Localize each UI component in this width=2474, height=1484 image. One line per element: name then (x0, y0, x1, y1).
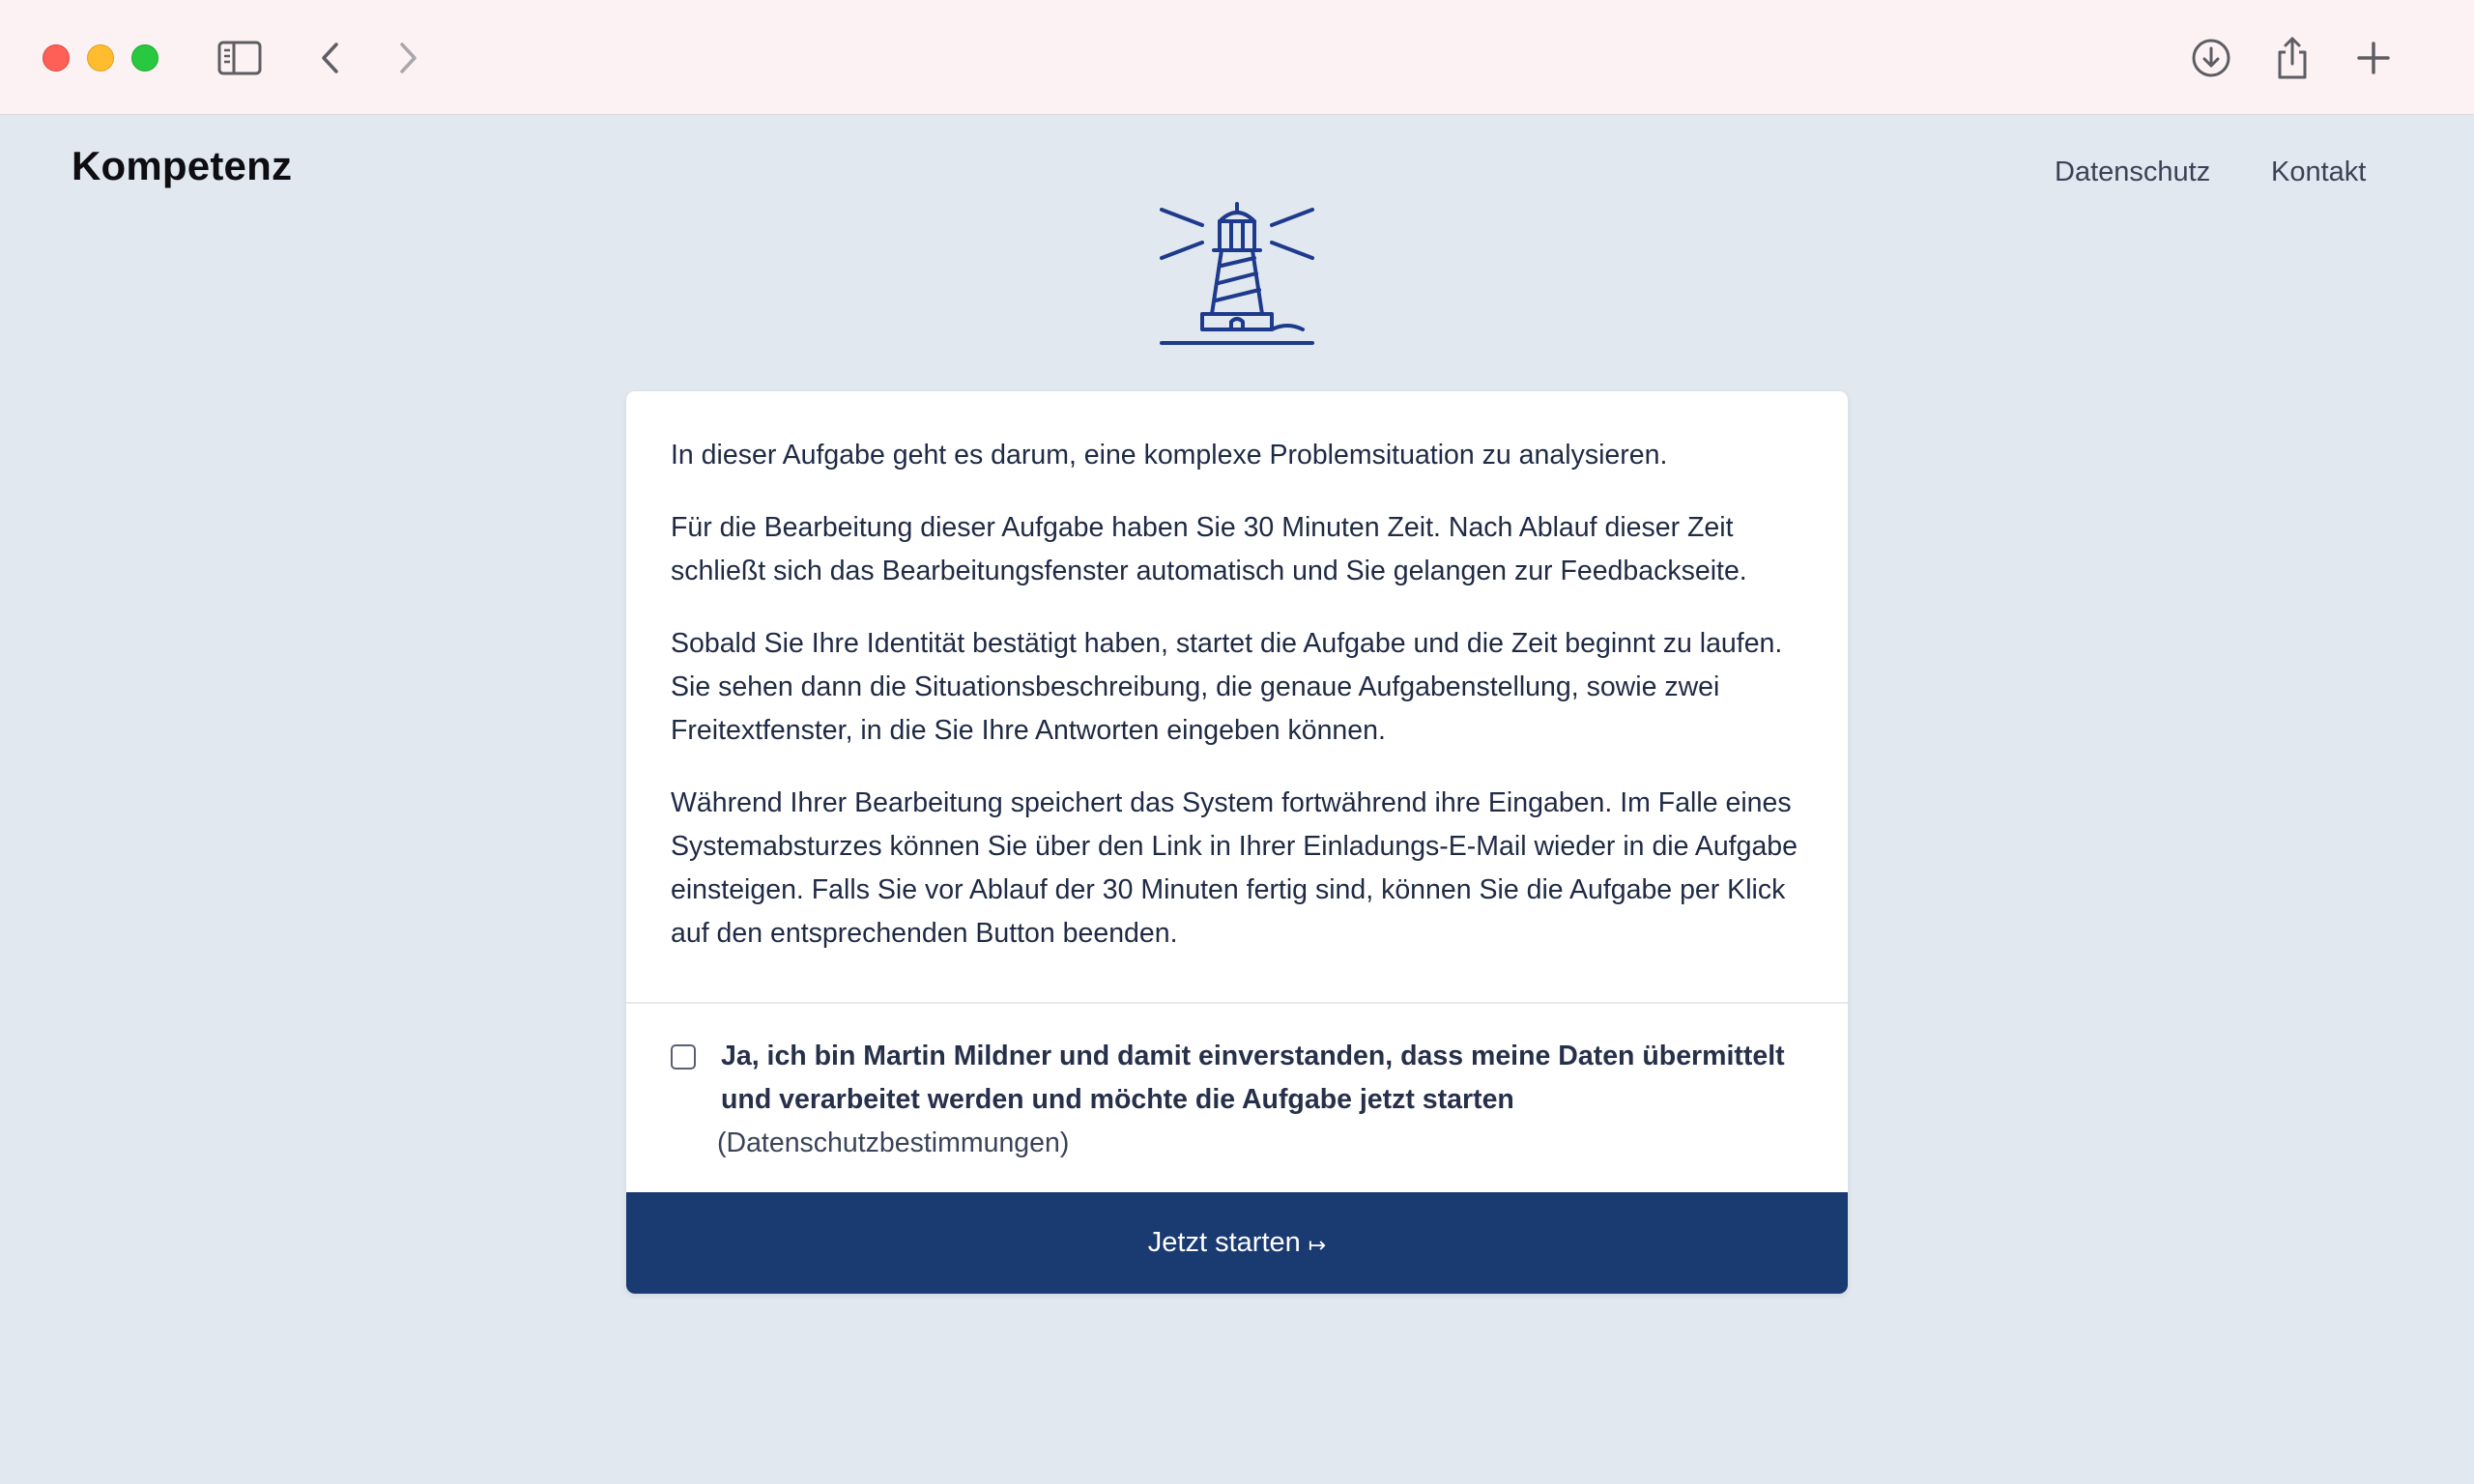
share-icon (2273, 35, 2312, 81)
share-button[interactable] (2263, 29, 2321, 87)
instructions (626, 391, 1848, 1002)
chevron-right-icon (393, 39, 422, 77)
browser-toolbar (0, 0, 2474, 115)
consent-section (671, 1035, 1811, 1165)
start-button-label: Jetzt starten (1147, 1227, 1301, 1258)
sidebar-icon (216, 39, 263, 77)
consent-checkbox[interactable] (671, 1044, 696, 1070)
instruction-paragraph: Für die Bearbeitung dieser Aufgabe haben Sie 30 Minuten Zeit. Nach Ablauf dieser Zeit schließt sich das Bearbeitungsfenster automatisch und Sie gelangen zur Feedbackseite. (671, 512, 1747, 586)
plus-icon (2354, 39, 2393, 77)
instruction-paragraph: Während Ihrer Bearbeitung speichert das System fortwährend ihre Eingaben. Im Falle eines Systemabsturzes können Sie über den Link in Ihrer Einladungs-E-Mail wieder in die Aufgabe einsteigen. Falls Sie vor Ablauf der 30 Minuten fertig sind, können Sie die Aufgabe per Klick auf den entsprechenden Button beenden. (671, 787, 1798, 949)
nav-link-datenschutz[interactable] (2055, 157, 2210, 188)
sidebar-toggle-button[interactable] (211, 29, 269, 87)
lighthouse-icon (1158, 198, 1316, 353)
download-icon (2190, 37, 2232, 79)
new-tab-button[interactable] (2345, 29, 2402, 87)
forward-button[interactable] (379, 29, 437, 87)
chevron-left-icon (316, 39, 345, 77)
instruction-paragraph: Sobald Sie Ihre Identität bestätigt haben, startet die Aufgabe und die Zeit beginnt zu laufen. Sie sehen dann die Situationsbeschreibung, die genaue Aufgabenstellung, sowie zwei Freitextfenster, in die Sie Ihre Antworten eingeben können. (671, 628, 1783, 746)
nav-link-label[interactable]: Datenschutz (2055, 157, 2211, 187)
start-task-button[interactable] (626, 1192, 1848, 1294)
nav-link-kontakt[interactable] (2271, 157, 2366, 188)
downloads-button[interactable] (2182, 29, 2240, 87)
arrow-right-icon: ↦ (1308, 1232, 1327, 1257)
back-button[interactable] (302, 29, 360, 87)
privacy-policy-link[interactable]: (Datenschutzbestimmungen) (717, 1127, 1070, 1158)
site-logo[interactable]: Kompetenz (72, 143, 293, 188)
close-window-button[interactable] (43, 44, 70, 71)
task-intro-card (626, 391, 1848, 1294)
instruction-paragraph: In dieser Aufgabe geht es darum, eine komplexe Problemsituation zu analysieren. (671, 440, 1668, 471)
divider (626, 1002, 1848, 1004)
consent-label[interactable]: Ja, ich bin Martin Mildner und damit einverstanden, dass meine Daten übermittelt und verarbeitet werden und möchte die Aufgabe jetzt starten (721, 1041, 1785, 1115)
nav-link-label[interactable]: Kontakt (2271, 157, 2367, 187)
zoom-window-button[interactable] (131, 44, 158, 71)
minimize-window-button[interactable] (87, 44, 114, 71)
